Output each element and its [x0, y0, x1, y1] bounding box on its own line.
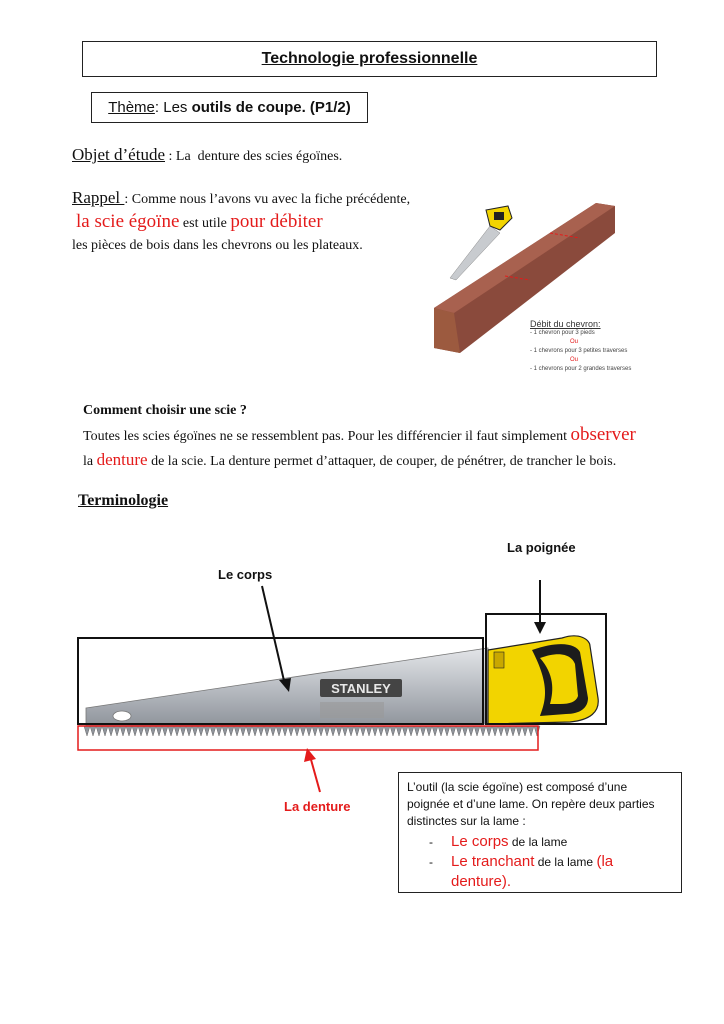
rappel-text-2: est utile: [179, 216, 231, 231]
caption-line: - 1 chevrons pour 2 grandes traverses: [530, 366, 632, 372]
caption-line: Ou: [570, 357, 579, 363]
label-corps: Le corps: [218, 567, 273, 582]
callout-item-1-red: Le corps: [451, 833, 509, 850]
callout-item-tranchant: [407, 852, 673, 892]
choisir-red-2: denture: [96, 450, 148, 469]
brand-text: STANLEY: [331, 681, 391, 696]
objet-text: : La denture des scies égoïnes.: [165, 149, 343, 164]
callout-item-2-text: de la lame: [534, 855, 597, 869]
caption-line: - 1 chevron pour 3 pieds: [530, 330, 595, 336]
theme-bold: outils de coupe. (P1/2): [191, 99, 351, 116]
callout-item-2-red2: (la denture).: [451, 853, 614, 890]
callout-box: [398, 772, 682, 893]
choisir-line-2: [83, 450, 616, 470]
rappel-line-2: [76, 211, 323, 233]
theme-box: [91, 92, 368, 123]
choisir-text-2b: de la scie. La denture permet d’attaquer, de couper, de pénétrer, de trancher le bois.: [147, 454, 617, 469]
choisir-line-1: [83, 424, 636, 446]
rappel-line-3: les pièces de bois dans les chevrons ou les plateaux.: [72, 238, 363, 253]
rappel-label: Rappel: [72, 188, 125, 207]
page-title: Technologie professionnelle: [261, 50, 478, 67]
choisir-text-1: Toutes les scies égoïnes ne se ressemblent pas. Pour les différencier il faut simplement: [83, 429, 571, 444]
terminologie-heading: Terminologie: [78, 492, 169, 509]
callout-intro: L’outil (la scie égoïne) est composé d’une poignée et d’une lame. On repère deux parties distinctes sur la lame :: [407, 780, 655, 828]
theme-label: Thème: [108, 99, 155, 116]
blade-markings: [320, 702, 384, 718]
arrow-corps: [262, 586, 285, 685]
callout-item-2-red: Le tranchant: [451, 853, 535, 870]
blade-hole: [113, 711, 131, 721]
choisir-red-1: observer: [570, 424, 636, 445]
chevron-caption: [530, 320, 640, 374]
callout-list: [407, 832, 673, 892]
rappel-red-2: pour débiter: [230, 211, 323, 232]
callout-item-1-text: de la lame: [508, 835, 568, 849]
saw-teeth: [84, 726, 540, 736]
caption-title: Débit du chevron:: [530, 319, 601, 329]
objet-label: Objet d’étude: [72, 145, 165, 164]
label-denture: La denture: [284, 799, 351, 814]
caption-line: Ou: [570, 339, 579, 345]
title-box: [82, 41, 657, 77]
rappel-line-1: [72, 188, 410, 208]
choisir-question: Comment choisir une scie ?: [83, 403, 247, 418]
choisir-text-2a: la: [83, 454, 97, 469]
objet-line: [72, 145, 342, 165]
arrow-denture: [310, 756, 320, 792]
rappel-red-1: la scie égoïne: [76, 211, 180, 232]
label-poignee: La poignée: [507, 540, 576, 555]
rappel-text-1: : Comme nous l’avons vu avec la fiche précédente,: [124, 192, 411, 207]
callout-item-corps: [407, 832, 673, 852]
saw-diagram: [70, 580, 610, 800]
theme-sep: : Les: [154, 99, 192, 116]
caption-line: - 1 chevrons pour 3 petites traverses: [530, 348, 628, 354]
